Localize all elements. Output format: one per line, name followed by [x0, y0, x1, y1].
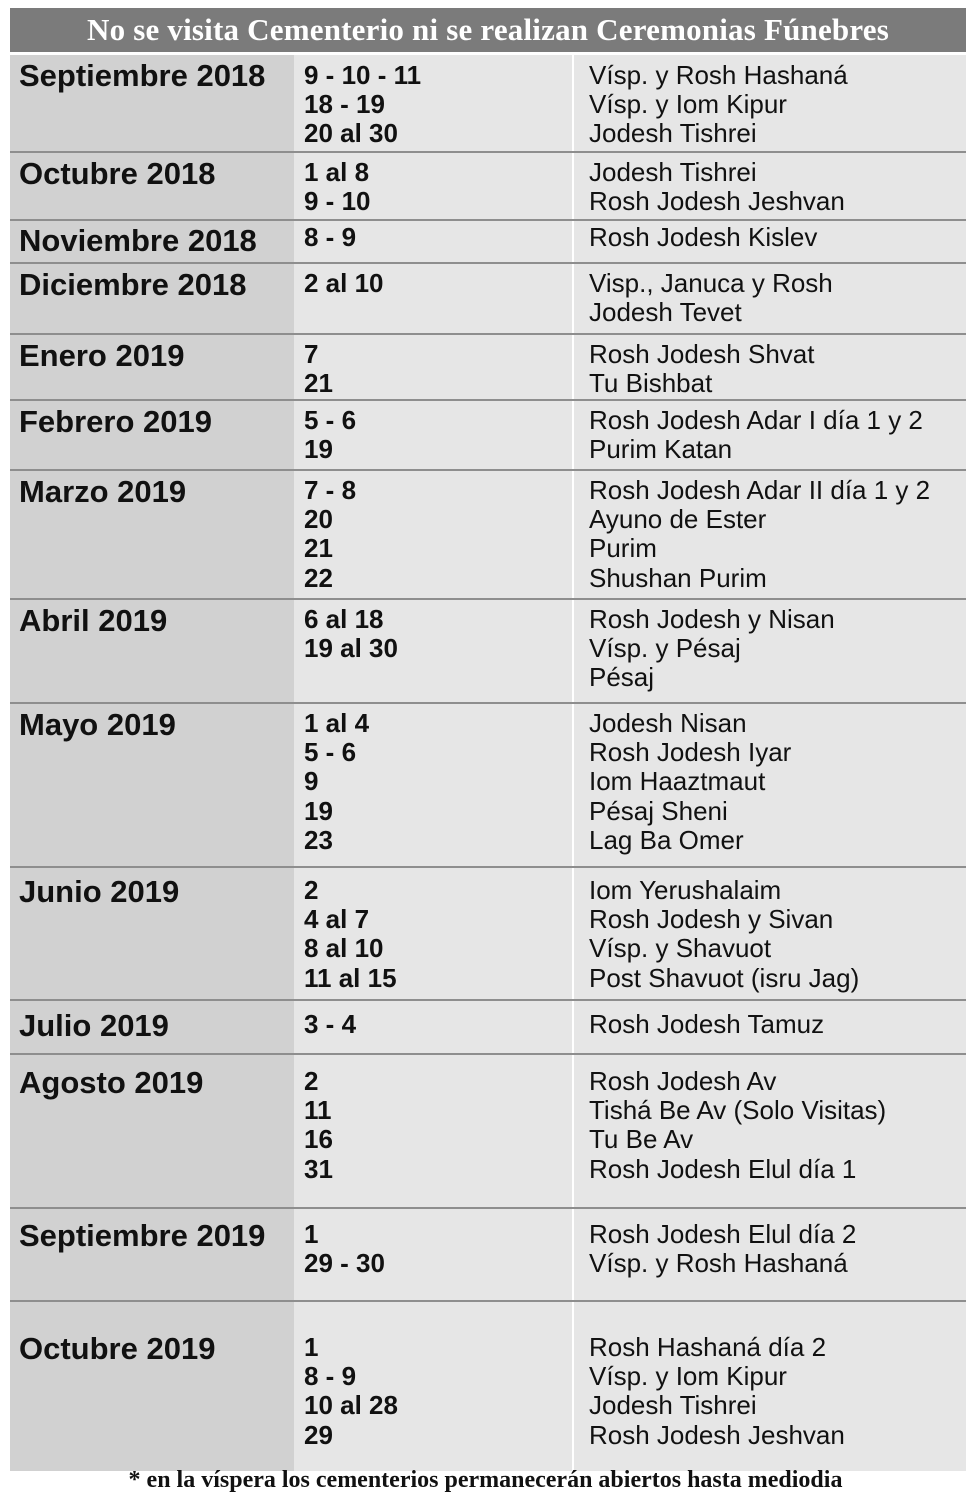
dates-cell — [294, 55, 572, 151]
event-entry: Shushan Purim — [589, 562, 767, 593]
month-cell — [10, 335, 294, 399]
table-row-enero-2019 — [10, 335, 966, 401]
date-entry: 19 al 30 — [304, 633, 398, 664]
event-entry: Rosh Jodesh Shvat — [589, 339, 815, 369]
event-entry: Pésaj — [589, 662, 655, 693]
dates-cell — [294, 1302, 572, 1471]
month-label: Noviembre 2018 — [19, 223, 257, 258]
date-entry: 9 - 10 - 11 — [304, 60, 422, 90]
date-entry: 21 — [304, 533, 333, 564]
month-cell — [10, 1209, 294, 1300]
month-cell — [10, 868, 294, 999]
schedule-table — [10, 55, 966, 1471]
event-entry: Tu Bishbat — [589, 368, 713, 399]
events-cell — [572, 55, 966, 151]
event-entry: Visp., Januca y Rosh — [589, 268, 833, 298]
date-entry: 21 — [304, 368, 333, 399]
month-label: Octubre 2019 — [19, 1331, 216, 1366]
month-cell — [10, 704, 294, 866]
table-row-mayo-2019 — [10, 704, 966, 868]
table-row-diciembre-2018 — [10, 264, 966, 335]
month-label: Agosto 2019 — [19, 1065, 204, 1100]
month-label: Septiembre 2019 — [19, 1218, 266, 1253]
events-cell — [572, 153, 966, 219]
date-entry: 11 al 15 — [304, 962, 397, 993]
event-entry: Rosh Jodesh Adar I día 1 y 2 — [589, 405, 923, 435]
table-row-octubre-2019 — [10, 1302, 966, 1471]
month-cell — [10, 401, 294, 469]
event-entry: Jodesh Tevet — [589, 297, 742, 328]
dates-cell — [294, 868, 572, 999]
event-entry: Rosh Jodesh Kislev — [589, 222, 818, 252]
event-entry: Tu Be Av — [589, 1124, 694, 1155]
event-entry: Jodesh Tishrei — [589, 1390, 757, 1421]
table-row-julio-2019 — [10, 1001, 966, 1055]
date-entry: 4 al 7 — [304, 904, 370, 935]
dates-cell — [294, 264, 572, 333]
event-entry: Rosh Jodesh Elul día 2 — [589, 1219, 857, 1249]
date-entry: 7 - 8 — [304, 475, 357, 505]
table-row-noviembre-2018 — [10, 221, 966, 264]
date-entry: 19 — [304, 795, 333, 826]
dates-cell — [294, 1209, 572, 1300]
date-entry: 11 — [304, 1095, 332, 1126]
dates-cell — [294, 1001, 572, 1053]
events-cell — [572, 1055, 966, 1207]
table-row-septiembre-2019 — [10, 1209, 966, 1302]
month-cell — [10, 1302, 294, 1471]
event-entry: Vísp. y Rosh Hashaná — [589, 60, 848, 90]
date-entry: 22 — [304, 562, 333, 593]
date-entry: 5 - 6 — [304, 405, 357, 435]
events-cell — [572, 401, 966, 469]
event-entry: Lag Ba Omer — [589, 824, 744, 855]
month-cell — [10, 471, 294, 598]
table-row-marzo-2019 — [10, 471, 966, 600]
event-entry: Rosh Jodesh Elul día 1 — [589, 1153, 857, 1184]
month-label: Junio 2019 — [19, 874, 180, 909]
date-entry: 2 al 10 — [304, 268, 384, 298]
event-entry: Iom Yerushalaim — [589, 875, 782, 905]
month-label: Diciembre 2018 — [19, 267, 247, 302]
date-entry: 1 al 4 — [304, 708, 370, 738]
month-label: Abril 2019 — [19, 603, 168, 638]
dates-cell — [294, 335, 572, 399]
event-entry: Rosh Jodesh y Nisan — [589, 604, 835, 634]
date-entry: 5 - 6 — [304, 737, 357, 768]
event-entry: Pésaj Sheni — [589, 795, 728, 826]
footnote: * en la víspera los cementerios permanecerán abiertos hasta mediodia — [128, 1467, 843, 1493]
month-label: Julio 2019 — [19, 1008, 169, 1043]
month-cell — [10, 1055, 294, 1207]
date-entry: 6 al 18 — [304, 604, 384, 634]
date-entry: 20 — [304, 504, 333, 535]
month-cell — [10, 221, 294, 262]
event-entry: Jodesh Tishrei — [589, 118, 757, 149]
date-entry: 16 — [304, 1124, 333, 1155]
event-entry: Rosh Jodesh Jeshvan — [589, 1419, 845, 1450]
events-cell — [572, 704, 966, 866]
events-cell — [572, 264, 966, 333]
dates-cell — [294, 704, 572, 866]
month-label: Mayo 2019 — [19, 707, 176, 742]
date-entry: 1 al 8 — [304, 157, 370, 187]
month-label: Marzo 2019 — [19, 474, 187, 509]
events-cell — [572, 1302, 966, 1471]
dates-cell — [294, 153, 572, 219]
month-cell — [10, 600, 294, 702]
event-entry: Vísp. y Iom Kipur — [589, 89, 787, 120]
dates-cell — [294, 600, 572, 702]
date-entry: 23 — [304, 824, 333, 855]
events-cell — [572, 1001, 966, 1053]
event-entry: Purim Katan — [589, 434, 733, 465]
event-entry: Rosh Jodesh y Sivan — [589, 904, 834, 935]
table-row-septiembre-2018 — [10, 55, 966, 153]
event-entry: Jodesh Nisan — [589, 708, 747, 738]
event-entry: Rosh Jodesh Iyar — [589, 737, 792, 768]
date-entry: 8 - 9 — [304, 1361, 357, 1392]
events-cell — [572, 471, 966, 598]
event-entry: Vísp. y Shavuot — [589, 933, 772, 964]
date-entry: 9 — [304, 766, 319, 797]
date-entry: 19 — [304, 434, 333, 465]
date-entry: 1 — [304, 1332, 319, 1362]
table-title-banner: No se visita Cementerio ni se realizan Ceremonias Fúnebres — [10, 8, 966, 52]
month-label: Septiembre 2018 — [19, 58, 266, 93]
table-row-octubre-2018 — [10, 153, 966, 221]
event-entry: Rosh Jodesh Tamuz — [589, 1009, 825, 1039]
event-entry: Tishá Be Av (Solo Visitas) — [589, 1095, 887, 1126]
table-row-febrero-2019 — [10, 401, 966, 471]
month-cell — [10, 55, 294, 151]
event-entry: Vísp. y Pésaj — [589, 633, 741, 664]
event-entry: Post Shavuot (isru Jag) — [589, 962, 860, 993]
date-entry: 7 — [304, 339, 319, 369]
month-label: Octubre 2018 — [19, 156, 216, 191]
date-entry: 8 al 10 — [304, 933, 384, 964]
event-entry: Rosh Jodesh Jeshvan — [589, 186, 845, 217]
dates-cell — [294, 401, 572, 469]
event-entry: Jodesh Tishrei — [589, 157, 757, 187]
events-cell — [572, 600, 966, 702]
event-entry: Rosh Hashaná día 2 — [589, 1332, 827, 1362]
dates-cell — [294, 1055, 572, 1207]
table-row-junio-2019 — [10, 868, 966, 1001]
date-entry: 1 — [304, 1219, 319, 1249]
date-entry: 29 — [304, 1419, 333, 1450]
date-entry: 8 - 9 — [304, 222, 357, 252]
month-label: Febrero 2019 — [19, 404, 212, 439]
month-cell — [10, 264, 294, 333]
date-entry: 2 — [304, 1066, 319, 1096]
events-cell — [572, 221, 966, 262]
event-entry: Iom Haaztmaut — [589, 766, 766, 797]
date-entry: 29 - 30 — [304, 1248, 385, 1279]
month-cell — [10, 153, 294, 219]
event-entry: Vísp. y Iom Kipur — [589, 1361, 787, 1392]
date-entry: 20 al 30 — [304, 118, 398, 149]
date-entry: 9 - 10 — [304, 186, 371, 217]
dates-cell — [294, 221, 572, 262]
table-row-abril-2019 — [10, 600, 966, 704]
event-entry: Rosh Jodesh Adar II día 1 y 2 — [589, 475, 931, 505]
date-entry: 10 al 28 — [304, 1390, 398, 1421]
event-entry: Purim — [589, 533, 657, 564]
event-entry: Ayuno de Ester — [589, 504, 767, 535]
event-entry: Vísp. y Rosh Hashaná — [589, 1248, 848, 1279]
dates-cell — [294, 471, 572, 598]
date-entry: 2 — [304, 875, 319, 905]
events-cell — [572, 1209, 966, 1300]
events-cell — [572, 868, 966, 999]
month-cell — [10, 1001, 294, 1053]
month-label: Enero 2019 — [19, 338, 185, 373]
date-entry: 31 — [304, 1153, 333, 1184]
events-cell — [572, 335, 966, 399]
date-entry: 18 - 19 — [304, 89, 385, 120]
date-entry: 3 - 4 — [304, 1009, 357, 1039]
table-row-agosto-2019 — [10, 1055, 966, 1209]
event-entry: Rosh Jodesh Av — [589, 1066, 777, 1096]
